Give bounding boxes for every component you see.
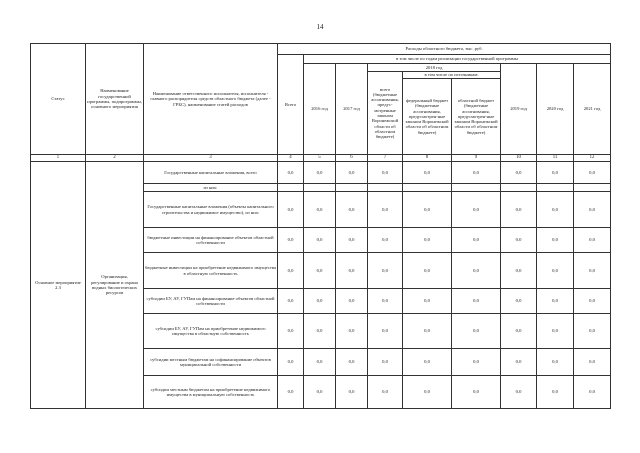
row-name: субсидии БУ, АУ, ГУПам на финансирование объектов областной собственности — [144, 289, 278, 314]
column-number: 8 — [403, 155, 452, 162]
value-2018-federal: 0,0 — [403, 314, 452, 349]
column-number: 3 — [144, 155, 278, 162]
value-2018-all: 0,0 — [368, 162, 403, 184]
value-2020: 0,0 — [537, 349, 574, 376]
value-2018-regional: 0,0 — [452, 349, 501, 376]
column-number: 7 — [368, 155, 403, 162]
value-total: 0,0 — [278, 376, 304, 409]
value-2016: 0,0 — [304, 314, 336, 349]
row-name: субсидии БУ, АУ, ГУПам на приобретение недвижимого имущества в областную собственность — [144, 314, 278, 349]
header-total: Всего — [278, 55, 304, 155]
page-number: 14 — [316, 23, 324, 31]
value-2017: 0,0 — [336, 349, 368, 376]
header-status: Статус — [31, 44, 86, 155]
header-2021: 2021 год — [574, 64, 611, 155]
value-2017: 0,0 — [336, 228, 368, 253]
row-name: Государственные капитальные вложения (объекты капитального строительства и недвижимое имущество), из них: — [144, 192, 278, 228]
value-2018-all: 0,0 — [368, 376, 403, 409]
value-2018-federal: 0,0 — [403, 253, 452, 289]
column-number: 5 — [304, 155, 336, 162]
value-2018-all: 0,0 — [368, 192, 403, 228]
value-2018-all: 0,0 — [368, 228, 403, 253]
value-total: 0,0 — [278, 289, 304, 314]
value-2017: 0,0 — [336, 376, 368, 409]
value-2020: 0,0 — [537, 192, 574, 228]
value-2018-regional: 0,0 — [452, 314, 501, 349]
header-by-years: в том числе по годам реализации государственной программы — [304, 55, 611, 64]
value-2018-all: 0,0 — [368, 349, 403, 376]
value-2018-all: 0,0 — [368, 314, 403, 349]
value-2021: 0,0 — [574, 289, 611, 314]
value-2016: 0,0 — [304, 253, 336, 289]
header-by-sources: в том числе по источникам: — [403, 72, 501, 79]
value-2017: 0,0 — [336, 192, 368, 228]
row-name: бюджетные инвестиции на финансирование объектов областной собственности — [144, 228, 278, 253]
value-total: 0,0 — [278, 314, 304, 349]
value-2016: 0,0 — [304, 192, 336, 228]
value-2016: 0,0 — [304, 228, 336, 253]
header-2019: 2019 год — [501, 64, 537, 155]
column-number-row — [31, 155, 611, 162]
value-2021: 0,0 — [574, 192, 611, 228]
column-number: 2 — [86, 155, 144, 162]
value-2017: 0,0 — [336, 314, 368, 349]
value-2018-regional: 0,0 — [452, 228, 501, 253]
value-2018-federal: 0,0 — [403, 162, 452, 184]
row-name: субсидии местным бюджетам на софинансирование объектов муниципальной собственности — [144, 349, 278, 376]
status-cell: Основное мероприятие 2.3 — [31, 162, 86, 409]
row-name: Государственные капитальные вложения, всего — [144, 162, 278, 184]
value-2018-all: 0,0 — [368, 289, 403, 314]
row-name: субсидии местным бюджетам на приобретение недвижимого имущества в муниципальную собственность — [144, 376, 278, 409]
column-number: 12 — [574, 155, 611, 162]
value-2019: 0,0 — [501, 289, 537, 314]
value-2018-regional: 0,0 — [452, 289, 501, 314]
value-2017: 0,0 — [336, 289, 368, 314]
value-2018-federal: 0,0 — [403, 349, 452, 376]
value-2018-federal: 0,0 — [403, 192, 452, 228]
value-2018-regional: 0,0 — [452, 253, 501, 289]
value-2016: 0,0 — [304, 289, 336, 314]
column-number: 9 — [452, 155, 501, 162]
value-total: 0,0 — [278, 162, 304, 184]
value-2019: 0,0 — [501, 376, 537, 409]
value-2018-federal: 0,0 — [403, 289, 452, 314]
column-number: 4 — [278, 155, 304, 162]
budget-table — [30, 43, 611, 409]
value-2020: 0,0 — [537, 162, 574, 184]
header-federal: федеральный бюджет (бюджетные ассигнования, предусмотрен-ные законом Воронежской области об областном бюджете) — [403, 79, 452, 155]
value-2021: 0,0 — [574, 314, 611, 349]
row-name: бюджетные инвестиции на приобретение недвижимого имущества в областную собственность — [144, 253, 278, 289]
value-2019: 0,0 — [501, 228, 537, 253]
value-2017: 0,0 — [336, 162, 368, 184]
value-2020: 0,0 — [537, 376, 574, 409]
value-2016: 0,0 — [304, 349, 336, 376]
value-2020: 0,0 — [537, 289, 574, 314]
value-2021: 0,0 — [574, 228, 611, 253]
value-2018-regional: 0,0 — [452, 376, 501, 409]
value-2017: 0,0 — [336, 253, 368, 289]
value-2018-federal: 0,0 — [403, 228, 452, 253]
value-2018-regional: 0,0 — [452, 192, 501, 228]
value-total: 0,0 — [278, 253, 304, 289]
column-number: 6 — [336, 155, 368, 162]
header-regional: областной бюджет (бюджетные ассигнования, предусмотрен-ные законом Воронежской области об областном бюджете) — [452, 79, 501, 155]
value-2020: 0,0 — [537, 314, 574, 349]
header-2016: 2016 год — [304, 64, 336, 155]
value-2018-regional: 0,0 — [452, 162, 501, 184]
value-2019: 0,0 — [501, 162, 537, 184]
value-total: 0,0 — [278, 349, 304, 376]
column-number: 10 — [501, 155, 537, 162]
value-2021: 0,0 — [574, 162, 611, 184]
header-expenses-title: Расходы областного бюджета, тыс. руб. — [278, 44, 611, 55]
value-2016: 0,0 — [304, 376, 336, 409]
value-2018-all: 0,0 — [368, 253, 403, 289]
value-2018-federal: 0,0 — [403, 376, 452, 409]
value-2019: 0,0 — [501, 314, 537, 349]
value-2020: 0,0 — [537, 253, 574, 289]
program-cell: Организация, регулирование и охрана водных биологических ресурсов — [86, 162, 144, 409]
header-executor: Наименование ответственного исполнителя, исполнителя - главного распорядителя средств областного бюджета (далее - ГРБС), наименование статей расходов — [144, 44, 278, 155]
row-name: из них: — [144, 184, 278, 192]
header-2020: 2020 год — [537, 64, 574, 155]
table-row — [31, 162, 611, 184]
header-2018: 2018 год — [368, 64, 501, 72]
value-2016: 0,0 — [304, 162, 336, 184]
value-2020: 0,0 — [537, 228, 574, 253]
value-2019: 0,0 — [501, 253, 537, 289]
column-number: 1 — [31, 155, 86, 162]
column-number: 11 — [537, 155, 574, 162]
header-program-name: Наименование государственной программы, подпрограммы, основного мероприятия — [86, 44, 144, 155]
value-2019: 0,0 — [501, 192, 537, 228]
header-all-sources: всего (бюджетные ассигнования, предус-мотренные законом Воронежской области об областном бюджете) — [368, 72, 403, 155]
value-2019: 0,0 — [501, 349, 537, 376]
value-2021: 0,0 — [574, 349, 611, 376]
value-2021: 0,0 — [574, 376, 611, 409]
header-2017: 2017 год — [336, 64, 368, 155]
value-total: 0,0 — [278, 228, 304, 253]
value-total: 0,0 — [278, 192, 304, 228]
value-2021: 0,0 — [574, 253, 611, 289]
